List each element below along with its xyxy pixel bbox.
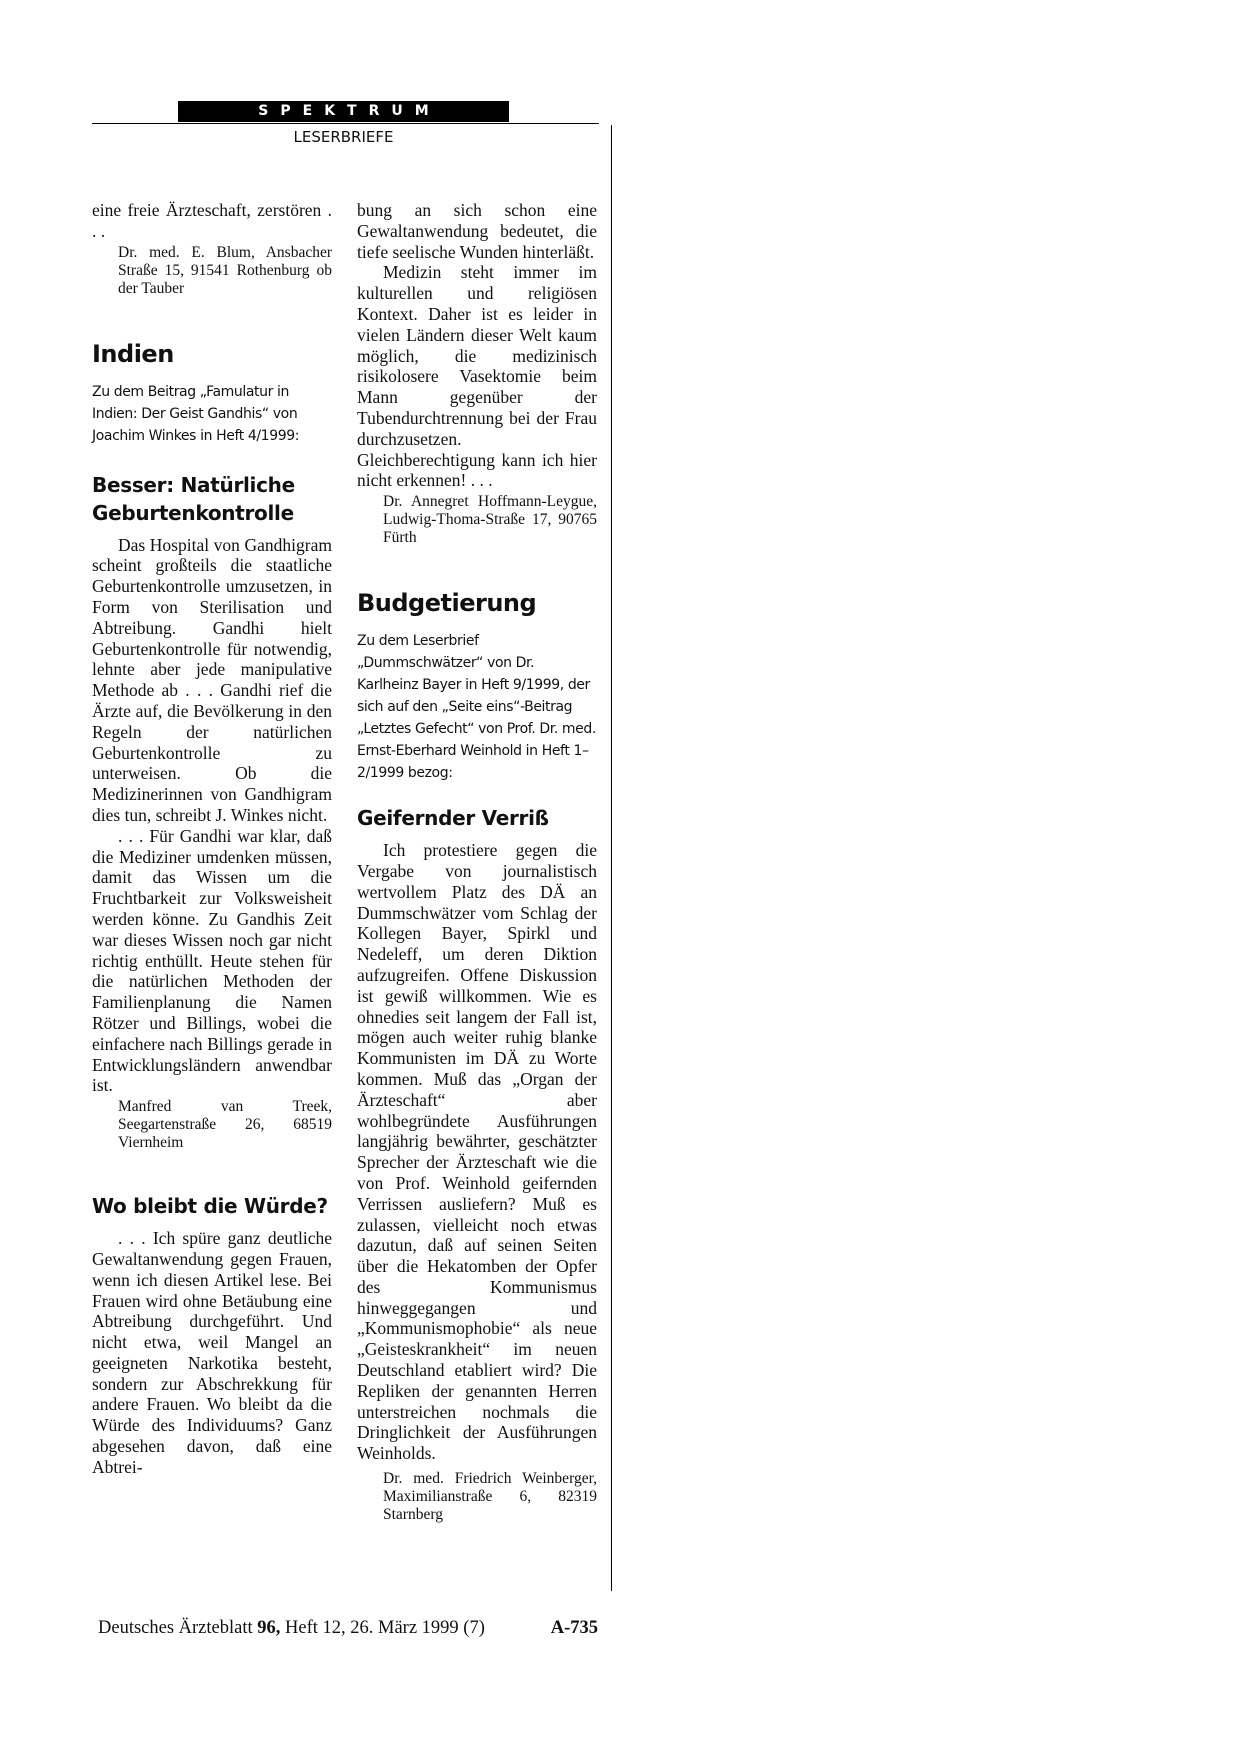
letter-signature: Dr. Annegret Hoffmann-Leygue, Ludwig-Thoma-Straße 17, 90765 Fürth xyxy=(383,493,597,547)
topic-intro-budgetierung: Zu dem Leserbrief „Dummschwätzer“ von Dr. Karlheinz Bayer in Heft 9/1999, der sich auf den „Seite eins“-Beitrag „Letztes Gefecht“ von Prof. Dr. med. Ernst-Eberhard Weinhold in Heft 1–2/1999 bezog: xyxy=(357,633,596,782)
left-column xyxy=(92,200,332,1478)
letter-paragraph: Medizin steht immer im kulturellen und religiösen Kontext. Daher ist es leider in vielen Ländern dieser Welt kaum möglich, die medizinisch risikolosere Vasektomie beim Mann gegenüber der Tubendurchtrennung bei der Frau durchzusetzen. Gleichberechtigung kann ich hier nicht erkennen! . . . xyxy=(357,262,597,491)
continuation-text: eine freie Ärzteschaft, zerstören . . . xyxy=(92,200,332,241)
topic-intro-indien: Zu dem Beitrag „Famulatur in Indien: Der Geist Gandhis“ von Joachim Winkes in Heft 4/1999: xyxy=(92,383,300,444)
page-footer xyxy=(98,1618,598,1639)
letter-paragraph: . . . Für Gandhi war klar, daß die Mediziner umdenken müssen, damit das Wissen um die Fruchtbarkeit zur Volksweisheit werden könne. Zu Gandhis Zeit war dieses Wissen noch gar nicht richtig enthüllt. Heute stehen für die natürlichen Methoden der Familienplanung die Namen Rötzer und Billings, wobei die einfachere nach Billings gerade in Entwicklungsländern anwendbar ist. xyxy=(92,825,332,1096)
letter-paragraph: . . . Ich spüre ganz deutliche Gewaltanwendung gegen Frauen, wenn ich diesen Artikel lese. Bei Frauen wird ohne Betäubung eine Abtreibung durchgeführt. Und nicht etwa, weil Mangel an geeigneten Narkotika besteht, sondern zur Abschrekkung für andere Frauen. Wo bleibt da die Würde des Individuums? Ganz abgesehen davon, daß eine Abtrei- xyxy=(92,1228,332,1477)
letter-signature: Dr. med. Friedrich Weinberger, Maximilianstraße 6, 82319 Starnberg xyxy=(383,1470,597,1524)
column-divider xyxy=(611,125,612,1591)
continuation-text: bung an sich schon eine Gewaltanwendung bedeutet, die tiefe seelische Wunden hinterläßt. xyxy=(357,200,597,262)
letter-heading-wuerde: Wo bleibt die Würde? xyxy=(92,1194,328,1219)
issue-info: Heft 12, 26. März 1999 (7) xyxy=(285,1618,485,1638)
header-rule xyxy=(92,123,599,124)
letter-signature: Manfred van Treek, Seegartenstraße 26, 68519 Viernheim xyxy=(118,1098,332,1152)
letter-paragraph: Das Hospital von Gandhigram scheint großteils die staatliche Geburtenkontrolle umzusetzen, in Form von Sterilisation und Abtreibung. Gandhi hielt Geburtenkontrolle für notwendig, lehnte aber jede manipulative Methode ab . . . Gandhi rief die Ärzte auf, die Bevölkerung in den Regeln der natürlichen Geburtenkontrolle zu unterweisen. Ob die Medizinerinnen von Gandhigram dies tun, schreibt J. Winkes nicht. xyxy=(92,534,332,825)
topic-heading-budgetierung: Budgetierung xyxy=(357,589,537,618)
page-number: A-735 xyxy=(550,1618,598,1638)
topic-heading-indien: Indien xyxy=(92,339,174,368)
right-column xyxy=(357,200,597,1524)
letter-heading-geburtenkontrolle: Besser: Natürliche Geburtenkontrolle xyxy=(92,472,295,525)
subsection-label: LESERBRIEFE xyxy=(293,128,394,146)
letter-heading-verriss: Geifernder Verriß xyxy=(357,806,549,831)
journal-name: Deutsches Ärzteblatt xyxy=(98,1618,253,1638)
letter-signature: Dr. med. E. Blum, Ansbacher Straße 15, 91541 Rothenburg ob der Tauber xyxy=(118,243,332,297)
section-label: SPEKTRUM xyxy=(178,101,509,122)
letter-paragraph: Ich protestiere gegen die Vergabe von journalistisch wertvollem Platz des DÄ an Dummschwätzer vom Schlag der Kollegen Bayer, Spirkl und Nedeleff, um deren Diktion aufzugreifen. Offene Diskussion ist gewiß willkommen. Wie es ohnedies seit langem der Fall ist, mögen auch weiter ruhig blanke Kommunisten im DÄ zu Worte kommen. Muß das „Organ der Ärzteschaft“ aber wohlbegründete Ausführungen langjährig bewährter, geschätzter Sprecher der Ärzteschaft wie die von Prof. Weinhold geifernden Verrissen ausliefern? Muß es zulassen, vielleicht noch etwas dazutun, daß auf seinen Seiten über die Hekatomben der Opfer des Kommunismus hinweggegangen und „Kommunismophobie“ als neue „Geisteskrankheit“ im neuen Deutschland etabliert wird? Die Repliken der genannten Herren unterstreichen nochmals die Dringlichkeit der Ausführungen Weinholds. xyxy=(357,840,597,1464)
volume-number: 96, xyxy=(257,1618,281,1638)
